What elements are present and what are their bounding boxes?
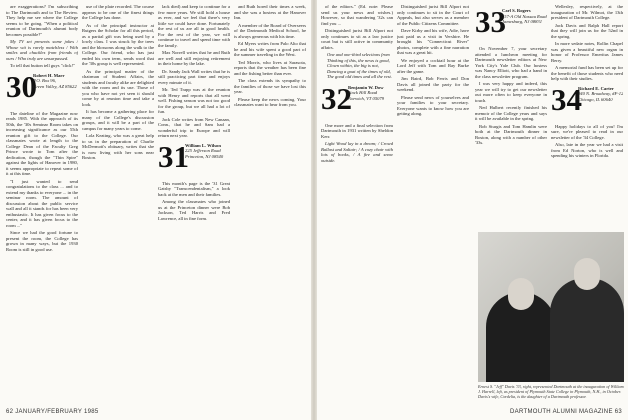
paragraph: The dateline of the Magazine now reads 1985. With the approach of its 50th, the '30s Seminar Room takes on increasing significance as our 55th reunion gift to the College. Our classmates wrote at length to the College Dean of the Faculty Greg Prince wrote to Tom after the dedication, though the "Thin Spire" against the lights of Hanover in 1980, it seems appropriate to repeat some of it at this time. bbox=[6, 110, 78, 176]
paragraph: Also, late in the year we had a visit from Ed Norton, who is well and spending his winters in Florida. bbox=[551, 142, 623, 158]
page-folio: DARTMOUTH ALUMNI MAGAZINE 63 bbox=[510, 409, 622, 415]
paragraph: Jack Davis and Ralph Hall report that they will join us for the 52nd in the spring. bbox=[551, 22, 623, 39]
photo-caption: Ernest S. "Jeff" Davis '33, right, represented Dartmouth at the inauguration of William J. Harrell, left, as president of Plymouth State College in Plymouth, N.H., in October. Davis's wife, Cordelia, is the daughter of a Dartmouth professor. bbox=[478, 384, 624, 399]
paragraph: Distinguished jurist Bill Alport not only continues to sit in the Court of Appeals, but also serves as a member of the Public Citizens Committee. bbox=[397, 4, 469, 26]
paragraph: Dave Kirby and his wife, Adie, have just paid us a visit in Vershire. He brought his "Connecticut River" photos, complete with a fine narration that was a great hit. bbox=[397, 28, 469, 55]
paragraph: Jim Baird, Bob Ferris and Don Davis all joined the party for the weekend. bbox=[397, 76, 469, 92]
paragraph: Jack Cole writes from New Canaan, Conn., that he and Sam had a wonderful trip to Europe and will return next year. bbox=[158, 116, 230, 138]
paragraph: A memorial fund has been set up for the benefit of those students who need help with their studies. bbox=[551, 65, 623, 81]
secretary-address bbox=[33, 73, 78, 90]
class-year-number: 30 bbox=[6, 68, 37, 104]
poem-line: Dancing a goat of the times of old, bbox=[327, 68, 391, 74]
right-column-2 bbox=[397, 4, 469, 119]
class-year-number: 31 bbox=[158, 138, 189, 174]
paragraph: Ned Hulbert recently finished his memoir of the College years and says it will be available in the spring. bbox=[475, 105, 547, 121]
secretary-address bbox=[185, 143, 230, 160]
class-year-number: 33 bbox=[475, 4, 506, 39]
paragraph: Since we had the good fortune to present the room, the College has grown in many ways, but the 1930 Room is still in good use. bbox=[6, 230, 78, 252]
address-line: Stock Hill Road bbox=[348, 90, 378, 96]
secretary-address bbox=[578, 86, 623, 103]
secretary-name: Benjamin W. Dow bbox=[348, 84, 384, 90]
class-entry-heading bbox=[321, 80, 393, 119]
address-line: Green Valley, AZ 85622 bbox=[33, 83, 77, 89]
paragraph: "I just wanted to send congratulations to the class ... and to extend my thanks to everyone ... in the seminar room. The amount of discussion about the public service wall and all it stands for has been very enthusiastic. It has given focus to the center, and it has given focus to the room ..." bbox=[6, 178, 78, 228]
address-line: P.O. Box 96, bbox=[33, 78, 57, 84]
class-entry-heading bbox=[551, 81, 623, 120]
address-line: Norwich, VT 05079 bbox=[348, 95, 385, 101]
class-entry-heading bbox=[475, 6, 547, 42]
left-column-4 bbox=[234, 4, 306, 110]
secretary-name: Carl S. Rogers bbox=[502, 8, 531, 13]
secretary-name: Robert H. Marr bbox=[33, 72, 65, 78]
paragraph: This month's page is the '31 Great Gatsby "Transcendentalism," a look back at the men and their families. bbox=[158, 180, 230, 197]
class-year-number: 34 bbox=[551, 81, 582, 117]
poem-line: Thinking of this, the news is good, bbox=[327, 57, 390, 63]
paragraph: Ted Morris, who lives at Sarasota, reports that the weather has been fine and the fishing better than ever. bbox=[234, 59, 306, 76]
address-line: Jamesburg, NJ 08831 bbox=[502, 19, 543, 25]
left-column-3 bbox=[158, 4, 230, 223]
left-column-1 bbox=[6, 4, 78, 254]
right-column-3 bbox=[475, 4, 547, 228]
paragraph: of the editors." (Ed. note: Please send us your news and wishes.) However, so that wandering '32s can find you ... bbox=[321, 4, 393, 26]
paragraph: Bob Sturgis and Tom Hamlin were both at the Dartmouth dinner in Boston, along with a number of other '33s. bbox=[475, 123, 547, 145]
paragraph: and Ruth hored their times a week, and she was a hostess at the Hanover Inn. bbox=[234, 4, 306, 20]
secretary-name: Richard E. Carter bbox=[578, 85, 614, 91]
left-column-2 bbox=[82, 4, 154, 163]
address-line: 940 N. Broadway, #F-12 bbox=[578, 91, 623, 97]
address-line: Princeton, NJ 08540 bbox=[185, 153, 224, 159]
address-line: 225 Jefferson Road bbox=[185, 148, 221, 154]
poem bbox=[327, 52, 393, 80]
paragraph: As of the principal instructor at Rutgers the Scholar for all this period, as a partial gift was being used by a lowly class. I was struck by the trees and the blossoms along the walk to the College. Our friend, who has just ended his own term, sends word that the '30s group is well represented. bbox=[82, 22, 154, 66]
paragraph: In more sedate notes, Rollin Chapel was given a beautiful new organ in honor of Professor Emeritus James Berry. bbox=[551, 41, 623, 63]
paragraph: I was very happy and indeed, this year we will try to get our newsletter out more often to keep everyone in touch. bbox=[475, 81, 547, 103]
page-folio: 62 JANUARY/FEBRUARY 1985 bbox=[6, 409, 99, 415]
paragraph: The class extends its sympathy to the families of those we have lost this year. bbox=[234, 78, 306, 94]
paragraph: It has become a gathering place for many of the College's discussion groups, and it will be a part of the campus for many years to come. bbox=[82, 109, 154, 131]
paragraph: Mr. Ted Trapp was at the reunion with Henry and reports that all went well. Fishing season was not too good for the group, but we all had a lot of fun. bbox=[158, 87, 230, 114]
right-column-1 bbox=[321, 4, 393, 165]
paragraph: Please keep the news coming. Your classmates want to hear from you. bbox=[234, 96, 306, 107]
paragraph: We enjoyed a cocktail hour at the Lord Jeff with Tom and Ray Burke after the game. bbox=[397, 57, 469, 74]
paragraph: Please send news of yourselves and your families to your secretary. Everyone wants to know how you are getting along. bbox=[397, 94, 469, 116]
secretary-address bbox=[348, 85, 393, 102]
inauguration-photo bbox=[478, 232, 624, 382]
secretary-name: William L. Wilson bbox=[185, 142, 221, 148]
paragraph: On November 7, your secretary attended a luncheon meeting for Dartmouth newsletter editors at New York City's Yale Club. Our hostess was Nancy Elliott, who had a hand in the class newsletter program. bbox=[475, 46, 547, 79]
address-line: 157-A Old Nassau Road bbox=[502, 13, 547, 19]
paragraph: Light Wood lay in a dream; / Crowd Ballast and Saltair; / A cozy chair with lots of books, / A fire and snow outside. bbox=[321, 141, 393, 163]
paragraph: One more and a final selection from Dartmouth in 1931 written by Sheldon Kerr. bbox=[321, 122, 393, 139]
paragraph: lack died) and keep to continue for a few more years. We still hold a house as ever, and we feel that there's very little we could have done. Fortunately the rest of us are all in good health. For the rest of the year, we will continue to travel and spend time with the family. bbox=[158, 4, 230, 48]
paragraph: To tell that button tell guys "click!" bbox=[10, 63, 75, 68]
poem-line: The good old times and all the rest. bbox=[327, 74, 392, 79]
paragraph: Distinguished jurist Bill Alport not only continues to sit as a law justice court but is still active in community affairs. bbox=[321, 28, 393, 50]
paragraph: A member of the Board of Overseers of the Dartmouth Medical School, he is always generous with his time. bbox=[234, 22, 306, 39]
paragraph: Among the classmates who joined us at the Princeton dinner were Bob Jackson, Ted Harris and Fred Lawrence, all in fine form. bbox=[158, 199, 230, 221]
class-entry-heading bbox=[158, 138, 230, 177]
poem-line: One and one-third selections from bbox=[327, 52, 390, 57]
poem-line: Clown within, the big is not, bbox=[327, 63, 379, 68]
paragraph: use of the plate recorded. The course appears to be one of the finest things the College has done. bbox=[82, 4, 154, 20]
person-left-face bbox=[508, 278, 534, 310]
paragraph: Wellesley, respectively, at the inauguration of Mr. Wilmot, the 13th president of Dartmouth College. bbox=[551, 4, 623, 20]
paragraph: My TV set presents some jokes / Whose wit is rarely matchless / With smiles and chuckles from friends of ours / Who truly are unsurpassed. bbox=[6, 39, 78, 61]
person-right-figure bbox=[550, 278, 624, 382]
class-year-number: 32 bbox=[321, 80, 352, 116]
paragraph: Lola Keating, who was a great help to us in the preparation of Charlie McDermott's obituary, writes that she is now living with her sons near Boston. bbox=[82, 133, 154, 160]
paragraph: As the principal matter of the chairman of Student Affairs, the students and faculty alike are delighted with the room and its use. Those of you who have not yet seen it should come by at reunion time and take a look. bbox=[82, 68, 154, 107]
left-page bbox=[0, 0, 311, 420]
person-right-face bbox=[574, 258, 600, 290]
paragraph: Happy holidays to all of you! I'm sure, we're pleased to read in our newsletter of the '34 College. bbox=[551, 123, 623, 140]
paragraph: are exaggerations? I'm subscribing to The Dartmouth and to The Review. They help me see where the College seems to be going. "When a political reunion of Dartmouth's alumni body becomes possible?" bbox=[6, 4, 78, 37]
paragraph: Dr. Sandy Jack Wall writes that he is still practicing part time and enjoys every minute of it. bbox=[158, 68, 230, 85]
paragraph: Max Norrell writes that he and Ruth are well and still enjoying retirement in their home by the lake. bbox=[158, 50, 230, 66]
paragraph: Ed Myers writes from Palo Alto that he and his wife spent a good part of the summer traveling in the West. bbox=[234, 41, 306, 57]
right-column-4 bbox=[551, 4, 623, 228]
right-page bbox=[317, 0, 628, 420]
secretary-address bbox=[502, 8, 547, 25]
class-entry-heading bbox=[6, 68, 78, 107]
address-line: Chicago, IL 60640 bbox=[578, 96, 613, 102]
